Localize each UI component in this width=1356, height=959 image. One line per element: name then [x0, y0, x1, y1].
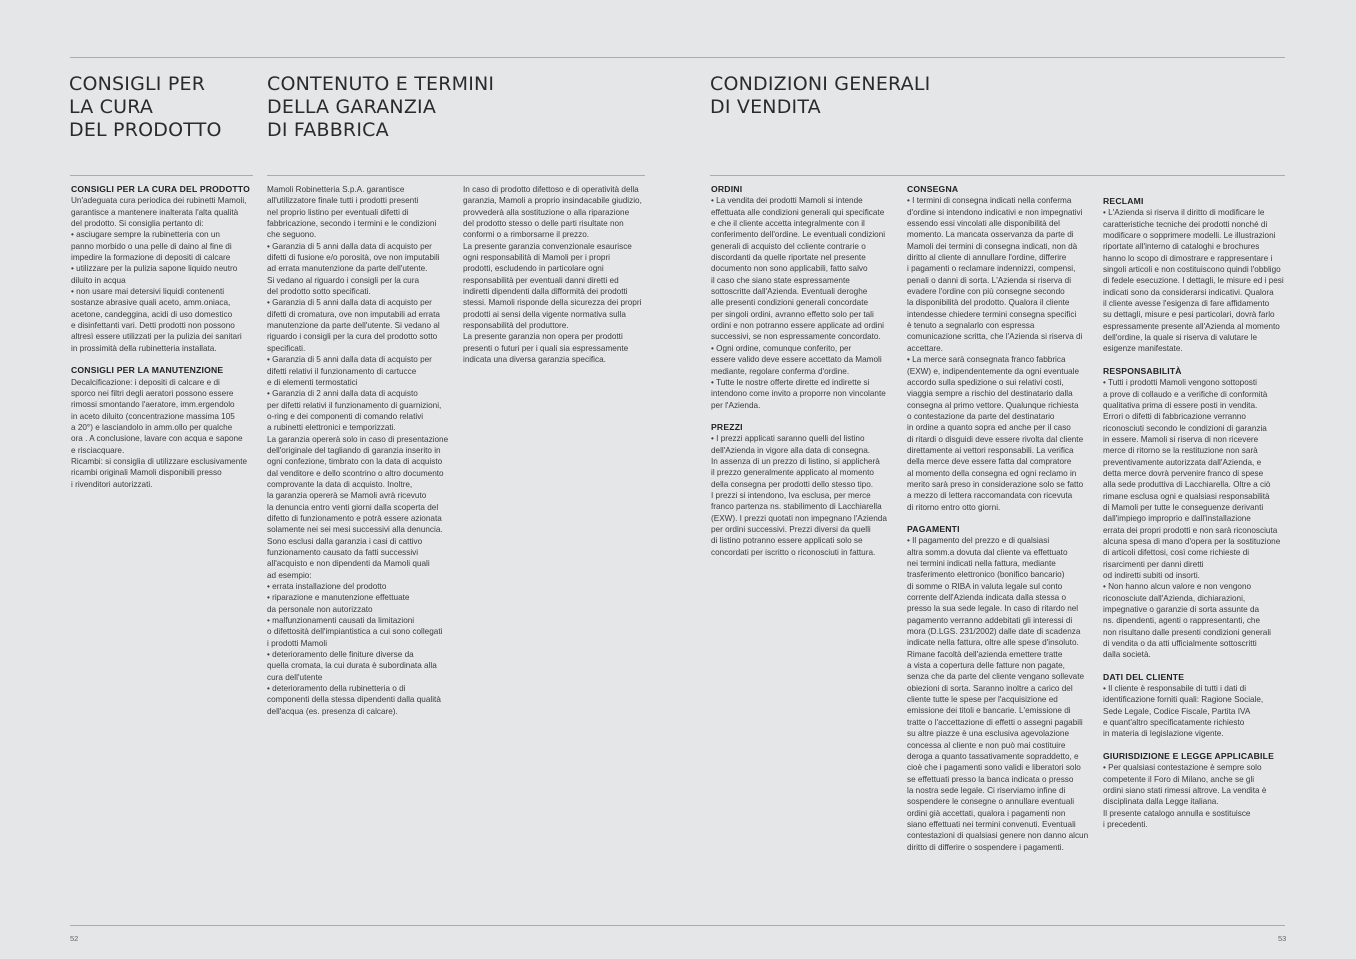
- prezzi-text: • I prezzi applicati saranno quelli del listino dell'Azienda in vigore alla data di consegna. In assenza di un prezzo di listino, si applicherà il prezzo generalmente applicato al momento della consegna per prodotti dello stesso tipo. I prezzi si intendono, Iva esclusa, per merce franco partenza ns. stabilimento di Lacchiarella (EXW). I prezzi quotati non impegnano l'Azienda per ordini successivi. Prezzi diversi da quelli di listino potranno essere applicati solo se concordati per iscritto o riconosciuti in fattura.: [711, 434, 887, 557]
- reclami-text: • L'Azienda si riserva il diritto di modificare le caratteristiche tecniche dei prodotti nonché di modificare o sopprimere modelli. Le illustrazioni riportate all'interno di cataloghi e brochures hanno lo scopo di dimostrare e rappresentare i singoli articoli e non costituiscono quindi l'obbligo di fedele esecuzione. I dettagli, le misure ed i pesi indicati sono da considerarsi indicativi. Qualora il cliente avesse l'esigenza di fare affidamento su dettagli, misure e pesi particolari, dovrà farlo espressamente presente all'Azienda al momento dell'ordine, la quale si riserva di valutare le esigenze manifestate.: [1103, 208, 1284, 354]
- ordini-heading: ORDINI: [711, 184, 743, 194]
- prezzi-heading: PREZZI: [711, 421, 743, 432]
- warranty-text-2: In caso di prodotto difettoso e di operatività della garanzia, Mamoli a proprio insindacabile giudizio, provvederà alla sostituzione o alla riparazione del prodotto stesso o delle parti risultate non conformi o a rimborsarne il prezzo. La presente garanzia convenzionale esaurisce ogni responsabilità di Mamoli per i propri prodotti, escludendo in particolare ogni responsabilità per eventuali danni diretti ed indiretti dipendenti dalla difformità dei prodotti stessi. Mamoli risponde della sicurezza dei propri prodotti ai sensi della vigente normativa sulla responsabilità del produttore. La presente garanzia non opera per prodotti presenti o futuri per i quali sia espressamente indicata una diversa garanzia specifica.: [463, 185, 642, 365]
- giurisdizione-heading: GIURISDIZIONE E LEGGE APPLICABILE: [1103, 750, 1275, 761]
- care-column: [71, 184, 256, 490]
- warranty-title: CONTENUTO E TERMINI DELLA GARANZIA DI FABBRICA: [267, 73, 495, 141]
- page-number-left: 52: [70, 934, 79, 943]
- warranty-column-1: [267, 184, 457, 717]
- consegna-text: • I termini di consegna indicati nella conferma d'ordine si intendono indicativi e non impegnativi essendo essi vincolati alle disponibilità del momento. La mancata osservanza da parte di Mamoli dei termini di consegna indicati, non dà diritto al cliente di annullare l'ordine, differire i pagamenti o reclamare indennizzi, compensi, penali o danni di sorta. L'Azienda si riserva di evadere l'ordine con più consegne secondo la disponibilità del prodotto. Qualora il cliente intendesse chiedere termini consegna specifici è tenuto a segnalarlo con espressa comunicazione scritta, che l'Azienda si riserva di accettare. • La merce sarà consegnata franco fabbrica (EXW) e, indipendentemente da ogni eventuale accordo sulla spedizione o sui relativi costi, viaggia sempre a rischio del destinatario dalla consegna al primo vettore. Qualunque richiesta o contestazione da parte del destinatario in ordine a quanto sopra ed anche per il caso di ritardi o disguidi deve essere rivolta dal cliente direttamente ai vettori responsabili. La verifica della merce deve essere fatta dal compratore al momento della consegna ed ogni reclamo in merito sarà preso in considerazione solo se fatto a mezzo di lettera raccomandata con ricevuta di ritorno entro otto giorni.: [907, 196, 1084, 512]
- warranty-column-2: [463, 184, 653, 366]
- warranty-text-1: Mamoli Robinetteria S.p.A. garantisce all'utilizzatore finale tutti i prodotti presenti nel proprio listino per eventuali difetti di fabbricazione, secondo i termini e le condizioni che seguono. • Garanzia di 5 anni dalla data di acquisto per difetti di fusione e/o porosità, ove non imputabili ad errata manutenzione da parte dell'utente. Si vedano al riguardo i consigli per la cura del prodotto sotto specificati. • Garanzia di 5 anni dalla data di acquisto per difetti di cromatura, ove non imputabili ad errata manutenzione da parte dell'utente. Si vedano al riguardo i consigli per la cura del prodotto sotto specificati. • Garanzia di 5 anni dalla data di acquisto per difetti relativi il funzionamento di cartucce e di elementi termostatici • Garanzia di 2 anni dalla data di acquisto per difetti relativi il funzionamento di guarnizioni, o-ring e dei componenti di comando relativi a rubinetti elettronici e temporizzati. La garanzia opererà solo in caso di presentazione dell'originale del tagliando di garanzia inserito in ogni confezione, timbrato con la data di acquisto dal venditore e dello scontrino o altro documento comprovante la data di acquisto. Inoltre, la garanzia opererà se Mamoli avrà ricevuto la denuncia entro venti giorni dalla scoperta del difetto di funzionamento e potrà essere azionata solamente nei sei mesi successivi alla denuncia. Sono esclusi dalla garanzia i casi di cattivo funzionamento causato da fatti successivi all'acquisto e non dipendenti da Mamoli quali ad esempio: • errata installazione del prodotto • riparazione e manutenzione effettuate da personale non autorizzato • malfunzionamenti causati da limitazioni o difettosità dell'impiantistica a cui sono collegati i prodotti Mamoli • deterioramento delle finiture diverse da quella cromata, la cui durata è subordinata alla cura dell'utente • deterioramento della rubinetteria o di componenti della stessa dipendenti dalla qualità dell'acqua (es. presenza di calcare).: [267, 185, 449, 716]
- consegna-heading: CONSEGNA: [907, 184, 959, 194]
- pagamenti-text: • Il pagamento del prezzo e di qualsiasi altra somm.a dovuta dal cliente va effettuato nei termini indicati nella fattura, mediante trasferimento elettronico (bonifico bancario) di somme o RIBA in valuta legale sul conto corrente dell'Azienda indicata dalla stessa o presso la sua sede legale. In caso di ritardo nel pagamento verranno addebitati gli interessi di mora (D.LGS. 231/2002) dalle date di scadenza indicate nella fattura, oltre alle spese d'insoluto. Rimane facoltà dell'azienda emettere tratte a vista a copertura delle fatture non pagate, senza che da parte del cliente vengano sollevate obiezioni di sorta. Saranno inoltre a carico del cliente tutte le spese per l'acquisizione ed emissione dei titoli e bancarie. L'emissione di tratte o l'accettazione di effetti o assegni pagabili su altre piazze è una esclusiva agevolazione concessa al cliente e non può mai costituire deroga a quanto tassativamente sopraddetto, e cioè che i pagamenti sono validi e liberatori solo se effettuati presso la banca indicata o presso la nostra sede legale. Ci riserviamo infine di sospendere le consegne o annullare eventuali ordini già accettati, qualora i pagamenti non siano effettuati nei termini convenuti. Eventuali contestazioni di qualsiasi genere non danno alcun diritto di differire o sospendere i pagamenti.: [907, 536, 1089, 852]
- conditions-column-2: [907, 184, 1097, 853]
- dati-cliente-heading: DATI DEL CLIENTE: [1103, 671, 1185, 682]
- pagamenti-heading: PAGAMENTI: [907, 523, 960, 534]
- maintenance-heading: CONSIGLI PER LA MANUTENZIONE: [71, 365, 224, 376]
- care-heading: CONSIGLI PER LA CURA DEL PRODOTTO: [71, 184, 250, 194]
- giurisdizione-text: • Per qualsiasi contestazione è sempre solo competente il Foro di Milano, anche se gli ordini siano stati rimessi altrove. La vendita è disciplinata dalla Legge italiana. Il presente catalogo annulla e sostituisce i precedenti.: [1103, 763, 1267, 829]
- care-text: Un'adeguata cura periodica dei rubinetti Mamoli, garantisce a mantenere inalterata l'alta qualità del prodotto. Si consiglia pertanto di: • asciugare sempre la rubinetteria con un panno morbido o una pelle di daino al fine di impedire la formazione di depositi di calcare • utilizzare per la pulizia sapone liquido neutro diluito in acqua • non usare mai detersivi liquidi contenenti sostanze abrasive quali aceto, amm.oniaca, acetone, candeggina, acidi di uso domestico e disinfettanti vari. Detti prodotti non possono altresì essere utilizzati per la pulizia dei sanitari in prossimità della rubinetteria installata.: [71, 196, 247, 353]
- reclami-heading: RECLAMI: [1103, 196, 1144, 206]
- maintenance-text: Decalcificazione: i depositi di calcare e di sporco nei filtri degli aeratori possono essere rimossi smontando l'aeratore, imm.ergendolo in aceto diluito (concentrazione massima 105 a 20°) e lasciandolo in amm.ollo per qualche ora . A conclusione, lavare con acqua e sapone e risciacquare. Ricambi: si consiglia di utilizzare esclusivamente ricambi originali Mamoli disponibili presso i rivenditori autorizzati.: [71, 377, 248, 489]
- warranty-rule: [267, 175, 645, 176]
- ordini-text: • La vendita dei prodotti Mamoli si intende effettuata alle condizioni generali qui specificate e che il cliente accetta integralmente con il conferimento dell'ordine. Le eventuali condizioni generali di acquisto del ccliente contrarie o discordanti da quelle riportate nel presente documento non sono applicabili, fatto salvo il caso che siano state espressamente sottoscritte dall'Azienda. Eventuali deroghe alle presenti condizioni generali concordate per singoli ordini, avranno effetto solo per tali ordini e non potranno essere applicate ad ordini successivi, se non espressamente concordato. • Ogni ordine, comunque conferito, per essere valido deve essere accettato da Mamoli mediante, regolare conferma d'ordine. • Tutte le nostre offerte dirette ed indirette si intendono come invito a proporre non vincolante per l'Azienda.: [711, 196, 886, 410]
- dati-cliente-text: • Il cliente è responsabile di tutti i dati di identificazione forniti quali: Ragione Sociale, Sede Legale, Codice Fiscale, Partita IVA e quant'altro specificatamente richiesto in materia di legislazione vigente.: [1103, 684, 1264, 739]
- top-rule: [70, 57, 1285, 58]
- conditions-title: CONDIZIONI GENERALI DI VENDITA: [710, 73, 931, 118]
- care-rule: [70, 175, 253, 176]
- conditions-rule: [710, 175, 1285, 176]
- page-number-right: 53: [1278, 934, 1287, 943]
- bottom-rule: [70, 925, 1285, 926]
- conditions-column-3: [1103, 196, 1293, 830]
- care-title: CONSIGLI PER LA CURA DEL PRODOTTO: [69, 73, 222, 141]
- responsabilita-heading: RESPONSABILITÀ: [1103, 365, 1182, 376]
- responsabilita-text: • Tutti i prodotti Mamoli vengono sottoposti a prove di collaudo e a verifiche di conformità qualitativa prima di essere posti in vendita. Errori o difetti di fabbricazione verranno riconosciuti secondo le condizioni di garanzia in essere. Mamoli si riserva di non ricevere merce di ritorno se la restituzione non sarà preventivamente autorizzata dall'Azienda, e detta merce dovrà pervenire franco di spese alla sede produttiva di Lacchiarella. Oltre a ciò rimane esclusa ogni e qualsiasi responsabilità di Mamoli per tutte le conseguenze derivanti dall'impiego improprio e dall'installazione errata dei propri prodotti e non sarà riconosciuta alcuna spesa di mano d'opera per la sostituzione di articoli difettosi, così come richieste di risarcimenti per danni diretti od indiretti subiti od insorti. • Non hanno alcun valore e non vengono riconosciute dall'Azienda, dichiarazioni, impegnative o garanzie di sorta assunte da ns. dipendenti, agenti o rappresentanti, che non risultano dalle presenti condizioni generali di vendita o da atti ufficialmente sottoscritti dalla società.: [1103, 378, 1281, 660]
- conditions-column-1: [711, 184, 901, 558]
